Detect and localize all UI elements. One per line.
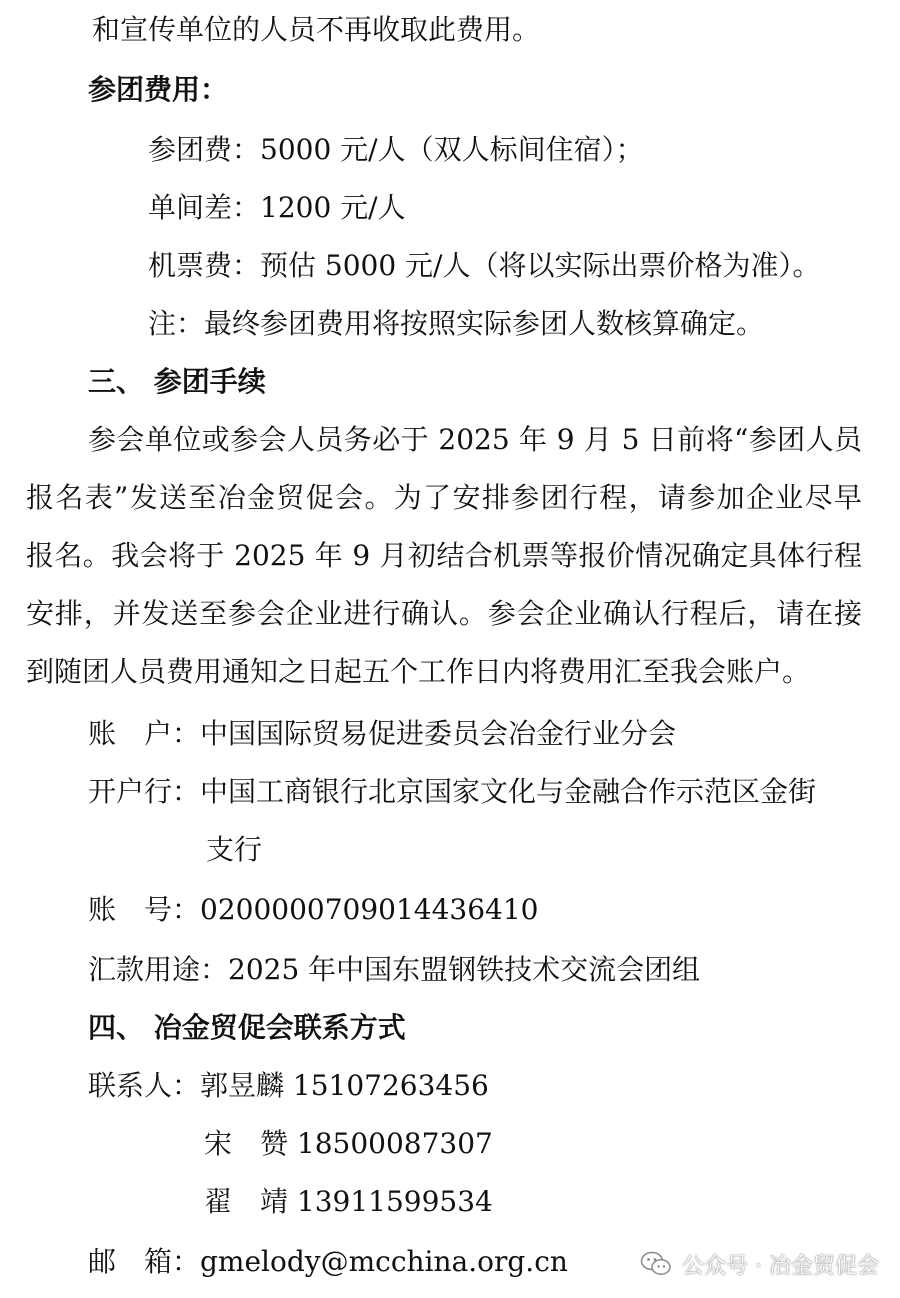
section-heading: 三、 参团手续 <box>88 365 266 398</box>
fee-note: 注：最终参团费用将按照实际参团人数核算确定。 <box>148 307 765 340</box>
contact-person: 宋 赞 18500087307 <box>204 1127 493 1160</box>
contact-person: 翟 靖 13911599534 <box>204 1185 493 1218</box>
section-heading: 四、 冶金贸促会联系方式 <box>88 1011 406 1044</box>
watermark-text: 公众号 · 冶金贸促会 <box>682 1253 879 1279</box>
bank-name: 开户行：中国工商银行北京国家文化与金融合作示范区金街 <box>88 775 817 808</box>
watermark <box>640 1244 879 1284</box>
email: 邮 箱：gmelody@mcchina.org.cn <box>88 1245 568 1278</box>
wechat-icon <box>640 1250 672 1278</box>
bank-name-continued: 支行 <box>206 833 263 866</box>
fee-item: 机票费：预估 5000 元/人（将以实际出票价格为准）。 <box>148 249 821 282</box>
paragraph-line: 报名。我会将于 2025 年 9 月初结合机票等报价情况确定具体行程 <box>26 539 862 572</box>
fee-item: 单间差：1200 元/人 <box>148 191 406 224</box>
contact-person: 联系人：郭昱麟 15107263456 <box>88 1069 489 1102</box>
fee-item: 参团费：5000 元/人（双人标间住宿）； <box>148 133 644 166</box>
account-name: 账 户：中国国际贸易促进委员会冶金行业分会 <box>88 717 677 750</box>
account-number: 账 号：0200000709014436410 <box>88 893 539 926</box>
paragraph-line: 报名表”发送至冶金贸促会。为了安排参团行程，请参加企业尽早 <box>26 481 862 514</box>
text-line: 和宣传单位的人员不再收取此费用。 <box>92 13 541 46</box>
paragraph-line: 到随团人员费用通知之日起五个工作日内将费用汇至我会账户。 <box>26 655 811 688</box>
fee-heading: 参团费用： <box>88 73 229 106</box>
paragraph-line: 参会单位或参会人员务必于 2025 年 9 月 5 日前将“参团人员 <box>88 423 862 456</box>
remittance-purpose: 汇款用途：2025 年中国东盟钢铁技术交流会团组 <box>88 953 701 986</box>
paragraph-line: 安排，并发送至参会企业进行确认。参会企业确认行程后，请在接 <box>26 597 862 630</box>
